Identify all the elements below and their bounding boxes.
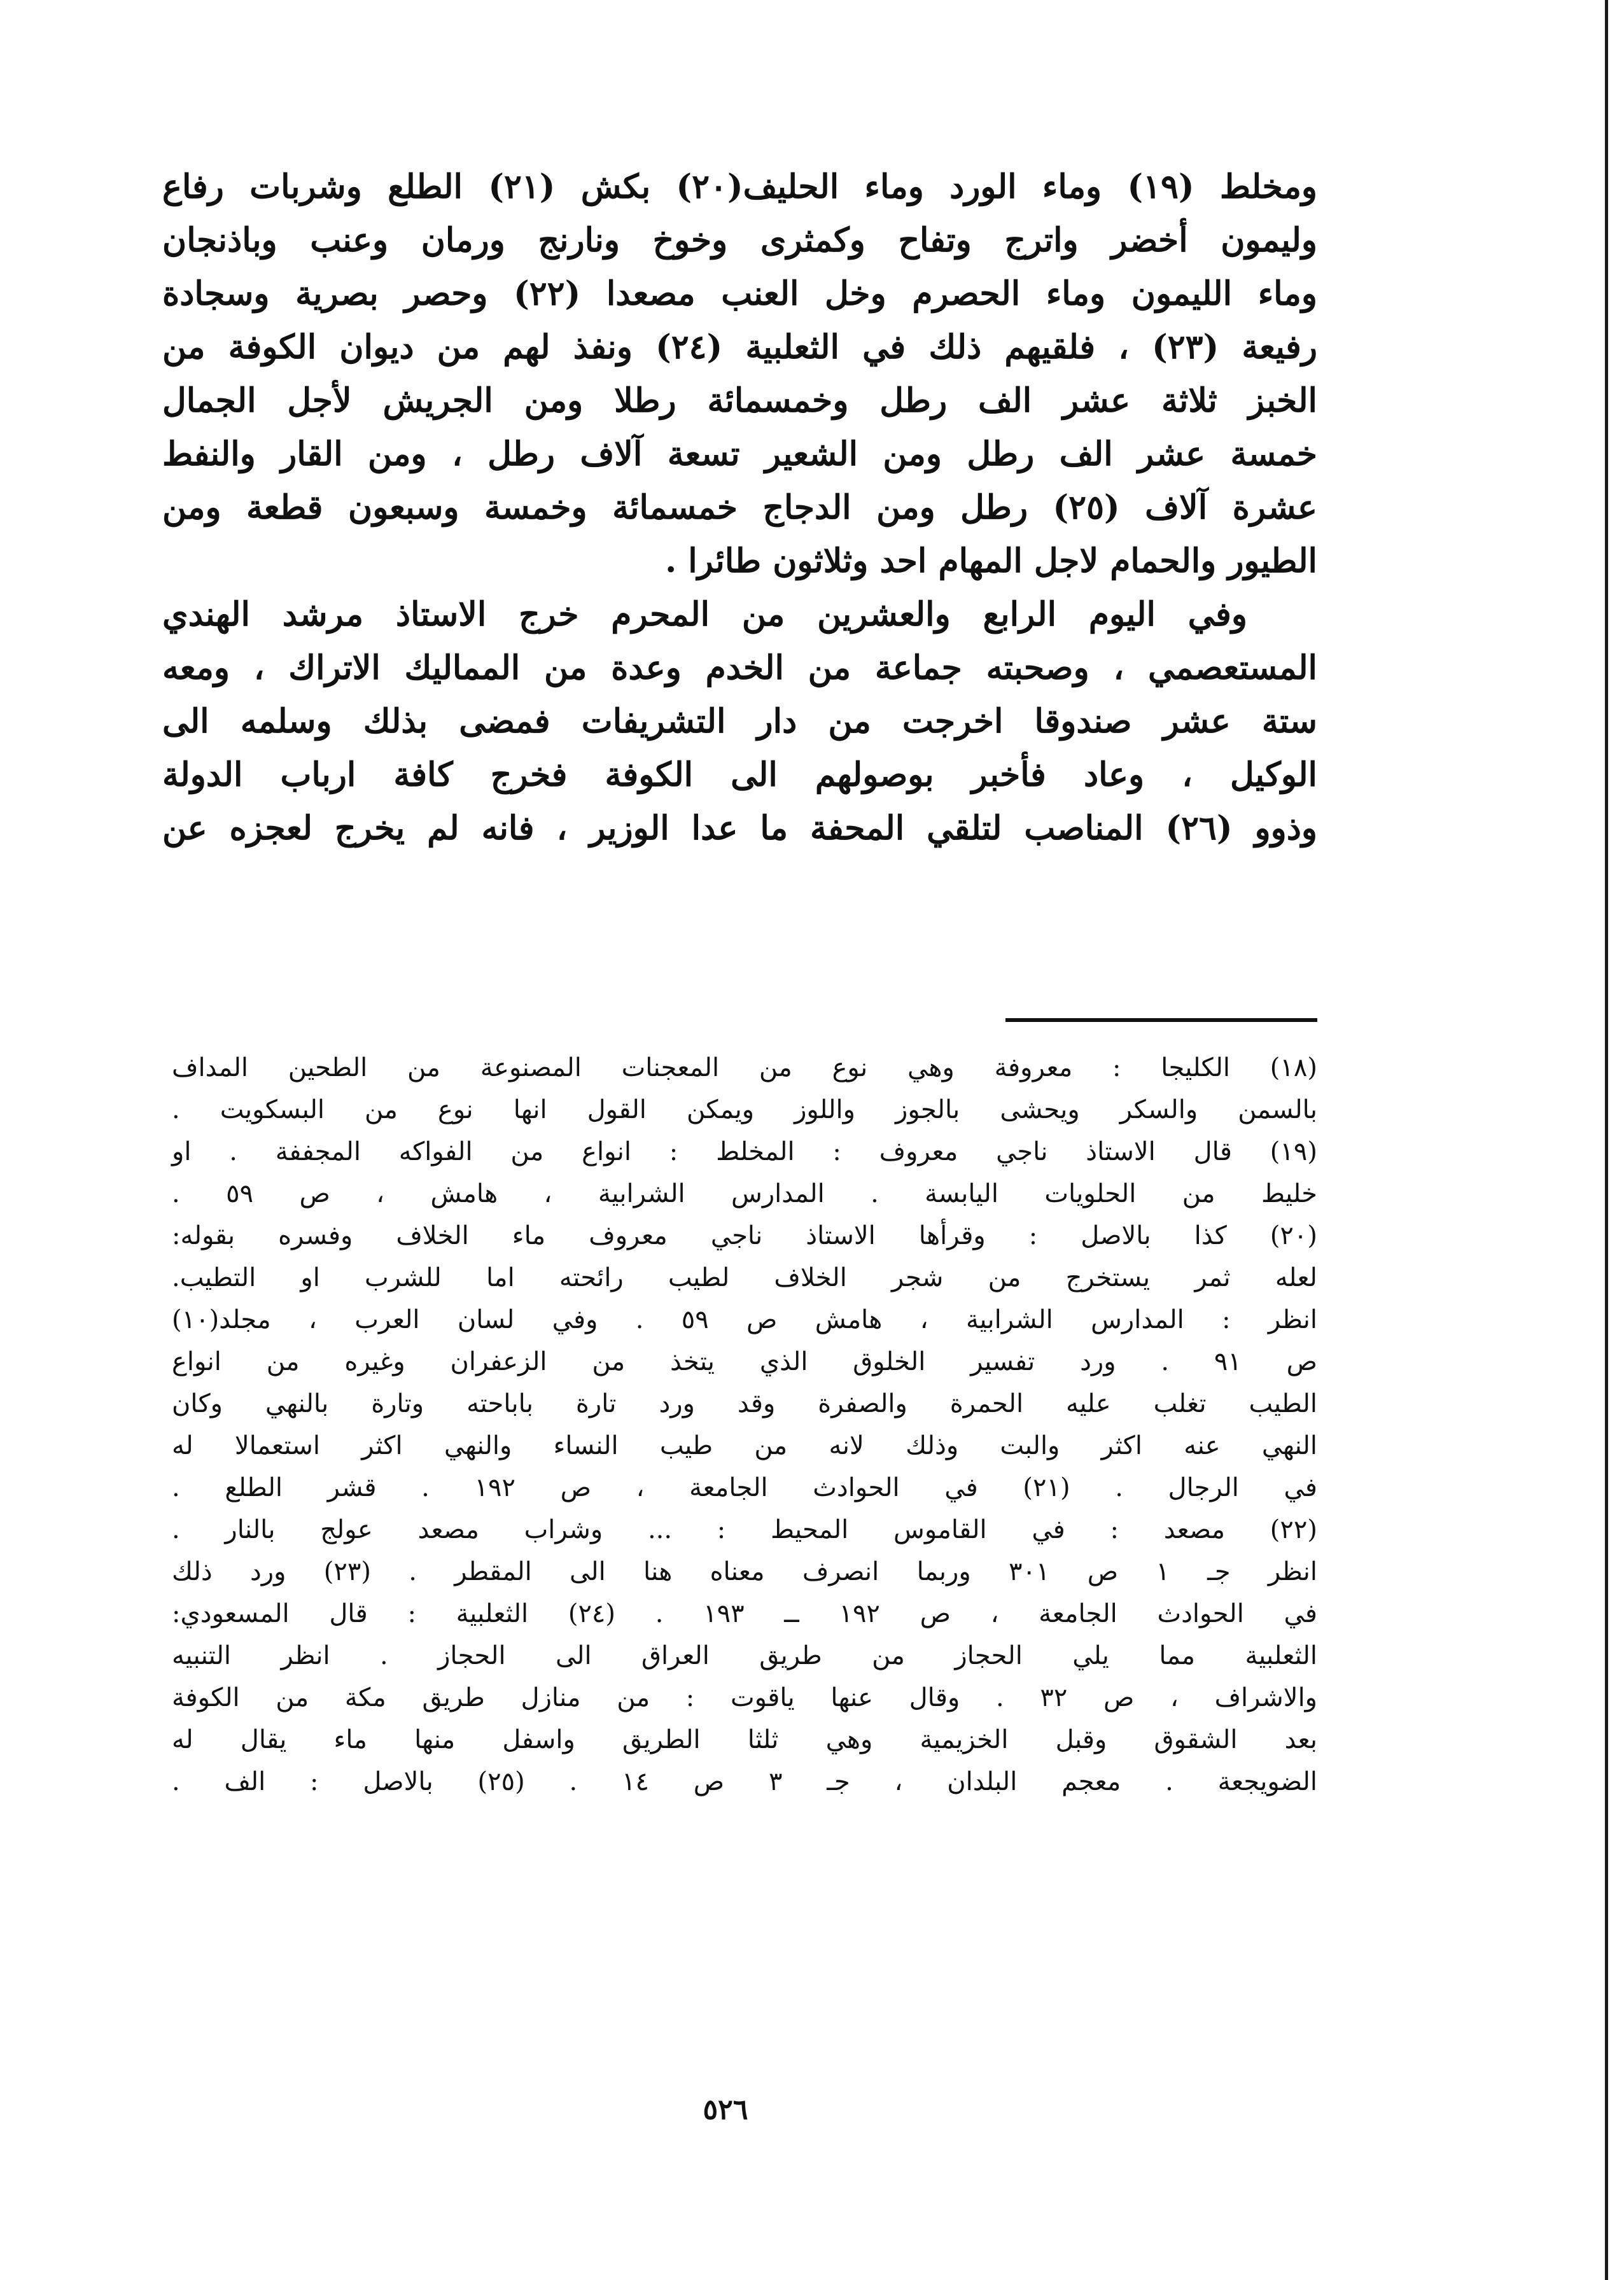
body-line: ستة عشر صندوقا اخرجت من دار التشريفات فمضى بذلك وسلمه الى	[162, 702, 1317, 741]
footnotes	[172, 1047, 1317, 1803]
body-line: وماء الليمون وماء الحصرم وخل العنب مصعدا (٢٢) وحصر بصرية وسجادة	[162, 274, 1317, 313]
body-line: الطيور والحمام لاجل المهام احد وثلاثون طائرا .	[665, 542, 1317, 580]
footnote-line: في الحوادث الجامعة ، ص ١٩٢ ــ ١٩٣ . (٢٤) الثعلبية : قال المسعودي:	[172, 1599, 1318, 1628]
footnote-line: (٢٠) كذا بالاصل : وقرأها الاستاذ ناجي معروف ماء الخلاف وفسره بقوله:	[172, 1221, 1317, 1250]
footnote-line: (١٨) الكليجا : معروفة وهي نوع من المعجنات المصنوعة من الطحين المداف	[172, 1053, 1317, 1082]
footnote-line: والاشراف ، ص ٣٢ . وقال عنها ياقوت : من منازل طريق مكة من الكوفة	[172, 1683, 1317, 1712]
footnote-line: بعد الشقوق وقبل الخزيمية وهي ثلثا الطريق واسفل منها ماء يقال له	[172, 1725, 1317, 1754]
footnote-divider	[1005, 1018, 1317, 1022]
body-line: رفيعة (٢٣) ، فلقيهم ذلك في الثعلبية (٢٤) ونفذ لهم من ديوان الكوفة من	[162, 328, 1317, 367]
body-line: وذوو (٢٦) المناصب لتلقي المحفة ما عدا الوزير ، فانه لم يخرج لعجزه عن	[162, 809, 1317, 848]
footnote-line: انظر : المدارس الشرابية ، هامش ص ٥٩ . وفي لسان العرب ، مجلد(١٠)	[172, 1305, 1317, 1334]
footnote-line: النهي عنه اكثر والبت وذلك لانه من طيب النساء والنهي اكثر استعمالا له	[172, 1431, 1317, 1460]
footnote-line: (١٩) قال الاستاذ ناجي معروف : المخلط : انواع من الفواكه المجففة . او	[172, 1137, 1317, 1166]
body-line: ومخلط (١٩) وماء الورد وماء الحليف(٢٠) بكش (٢١) الطلع وشربات رفاع	[162, 167, 1318, 206]
page-edge-border	[1605, 0, 1608, 2280]
footnote-line: الطيب تغلب عليه الحمرة والصفرة وقد ورد تارة باباحته وتارة بالنهي وكان	[172, 1389, 1318, 1418]
footnote-line: الضويجعة . معجم البلدان ، جـ ٣ ص ١٤ . (٢٥) بالاصل : الف .	[172, 1767, 1317, 1796]
footnote-line: الثعلبية مما يلي الحجاز من طريق العراق الى الحجاز . انظر التنبيه	[172, 1641, 1317, 1670]
body-line: وليمون أخضر واترج وتفاح وكمثرى وخوخ ونارنج ورمان وعنب وباذنجان	[162, 221, 1317, 260]
body-line: المستعصمي ، وصحبته جماعة من الخدم وعدة من المماليك الاتراك ، ومعه	[162, 648, 1317, 687]
footnote-line: (٢٢) مصعد : في القاموس المحيط : ... وشراب مصعد عولج بالنار .	[172, 1515, 1317, 1544]
page-number: ٥٢٦	[703, 2094, 748, 2126]
footnote-line: لعله ثمر يستخرج من شجر الخلاف لطيب رائحته اما للشرب او التطيب.	[172, 1263, 1317, 1292]
footnote-line: ص ٩١ . ورد تفسير الخلوق الذي يتخذ من الزعفران وغيره من انواع	[172, 1347, 1318, 1376]
body-line: الوكيل ، وعاد فأخبر بوصولهم الى الكوفة فخرج كافة ارباب الدولة	[162, 755, 1317, 794]
body-line: وفي اليوم الرابع والعشرين من المحرم خرج الاستاذ مرشد الهندي	[162, 595, 1247, 634]
body-line: الخبز ثلاثة عشر الف رطل وخمسمائة رطلا ومن الجريش لأجل الجمال	[162, 381, 1317, 420]
footnote-line: في الرجال . (٢١) في الحوادث الجامعة ، ص ١٩٢ . قشر الطلع .	[172, 1473, 1317, 1502]
footnote-line: خليط من الحلويات اليابسة . المدارس الشرابية ، هامش ، ص ٥٩ .	[172, 1179, 1317, 1208]
body-line: عشرة آلاف (٢٥) رطل ومن الدجاج خمسمائة وخمسة وسبعون قطعة ومن	[162, 488, 1317, 527]
main-text	[162, 160, 1317, 855]
footnote-line: انظر جـ ١ ص ٣٠١ وربما انصرف معناه هنا الى المقطر . (٢٣) ورد ذلك	[172, 1557, 1317, 1586]
footnote-line: بالسمن والسكر ويحشى بالجوز واللوز ويمكن القول انها نوع من البسكويت .	[172, 1095, 1318, 1124]
body-line: خمسة عشر الف رطل ومن الشعير تسعة آلاف رطل ، ومن القار والنفط	[162, 435, 1317, 473]
